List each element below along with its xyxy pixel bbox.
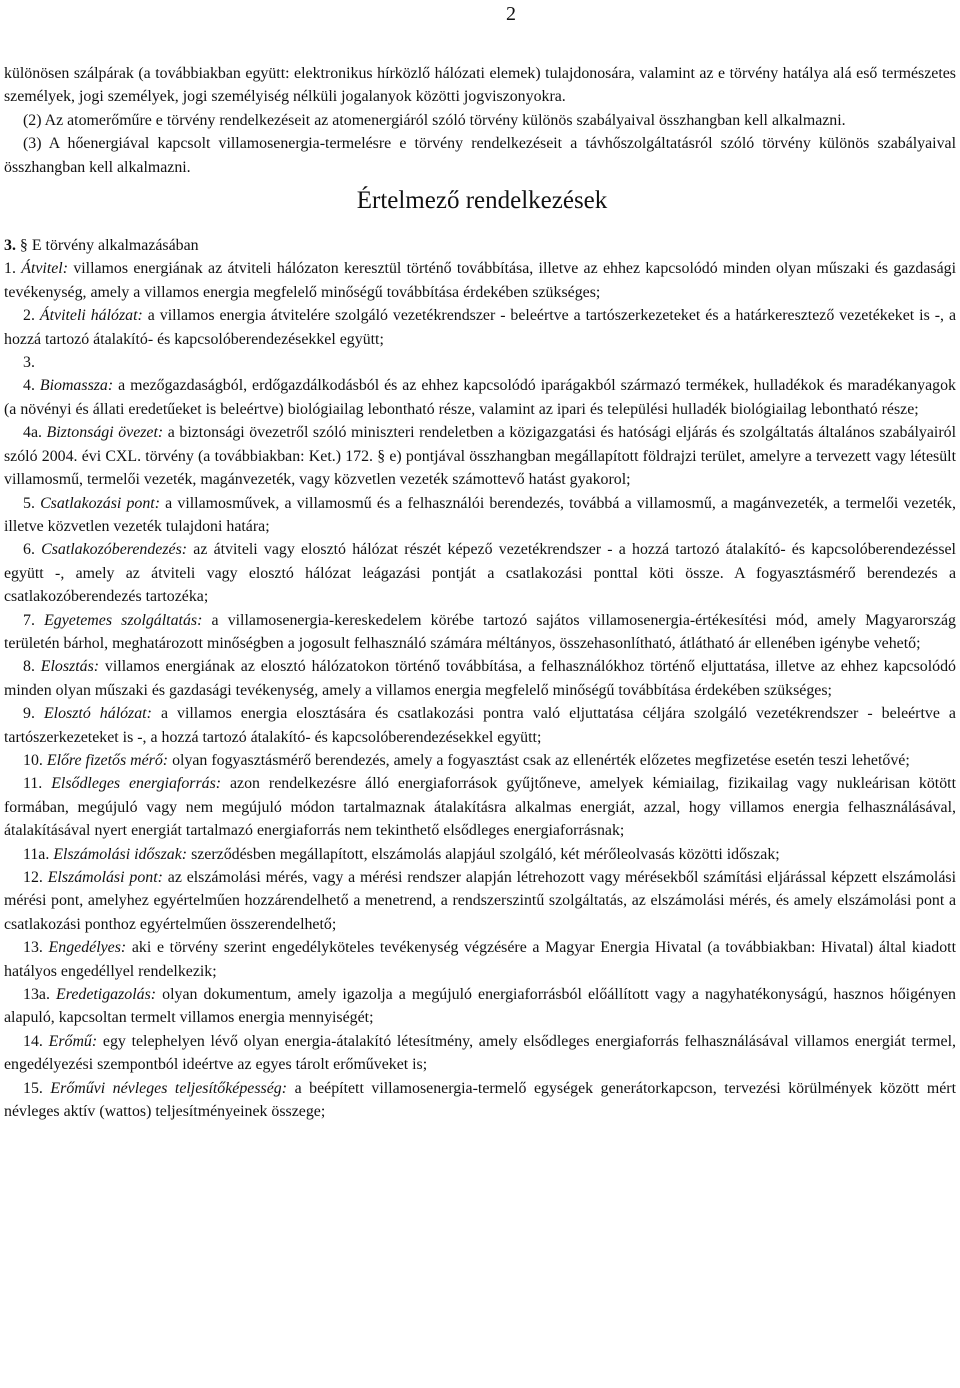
definition-term: Egyetemes szolgáltatás: xyxy=(44,611,203,629)
definition-text: azon rendelkezésre álló energiaforrások gyűjtőneve, amelyek kémiailag, fizikailag vagy nukleárisan kötött formában, megújuló vagy nem megújuló módon tartalmaznak átalakításra alkalmas energiát, azzal, hogy villamos energia felhasználásával, átalakításával nyert energiát tartalmazó energiaforrás nem tekinthető elsődleges energiaforrásnak; xyxy=(4,775,956,840)
definition-text: olyan dokumentum, amely igazolja a megújuló energiaforrásból előállított vagy a nagyhatékonyságú, hasznos hőigényen alapuló, kapcsoltan termelt villamos energia mennyiségét; xyxy=(4,986,956,1027)
definition-item xyxy=(4,351,956,374)
definition-text: a villamosenergia-kereskedelem körébe tartozó sajátos villamosenergia-értékesítési mód, amely Magyarország területén bárhol, meghatározott minőségben a jogosult felhasználó számára méltányos, összehasonlítható, átlátható ár ellenében igénybe vehető; xyxy=(4,611,956,652)
definition-number: 13a. xyxy=(23,986,50,1004)
intro-paragraph-3: (3) A hőenergiával kapcsolt villamosenergia-termelésre e törvény rendelkezéseit a távhőszolgáltatásról szóló törvény különös szabályaival összhangban kell alkalmazni. xyxy=(4,135,956,176)
definition-term: Biztonsági övezet: xyxy=(46,424,164,442)
definition-number: 6. xyxy=(23,541,35,559)
section-heading: Értelmező rendelkezések xyxy=(356,187,608,215)
definition-item xyxy=(4,609,956,656)
definition-item xyxy=(4,749,956,772)
definition-item xyxy=(4,702,956,749)
definition-item xyxy=(4,936,956,983)
definition-number: 9. xyxy=(23,705,35,723)
definition-number: 7. xyxy=(23,611,35,629)
definition-term: Elosztó hálózat: xyxy=(43,705,152,723)
definition-item xyxy=(4,374,956,421)
page-number: 2 xyxy=(506,3,516,25)
definition-text: szerződésben megállapított, elszámolás alapjául szolgáló, két mérőleolvasás közötti időszak; xyxy=(191,845,780,863)
definition-number: 11. xyxy=(23,775,43,793)
definition-number: 13. xyxy=(23,939,43,957)
definition-term: Elosztás: xyxy=(40,658,100,676)
definition-text: a beépített villamosenergia-termelő egységek generátorkapcson, tervezési körülmények között mért névleges aktív (wattos) teljesítményeinek összege; xyxy=(4,1079,956,1121)
definition-item xyxy=(4,538,956,608)
definition-item xyxy=(4,1077,956,1124)
definition-item xyxy=(4,1030,956,1077)
definition-text: villamos energiának az átviteli hálózaton keresztül történő továbbítása, illetve az ehhez kapcsolódó minden olyan műszaki és gazdasági tevékenység, amely a villamos energia megfelelő minőségű továbbítása érdekében szükséges; xyxy=(4,260,956,301)
section-number: 3. xyxy=(4,237,16,255)
intro-paragraph-2: (2) Az atomerőműre e törvény rendelkezéseit az atomenergiáról szóló törvény különös szabályaival összhangban kell alkalmazni. xyxy=(23,111,846,129)
section-title xyxy=(4,234,956,257)
definition-number: 4. xyxy=(23,377,35,395)
definition-number: 14. xyxy=(23,1032,43,1050)
definition-term: Elsődleges energiaforrás: xyxy=(51,775,222,793)
definition-text: olyan fogyasztásmérő berendezés, amely a fogyasztást csak az ellenérték előzetes megfizetése esetén teszi lehetővé; xyxy=(172,751,910,769)
section-title-text: E törvény alkalmazásában xyxy=(31,237,199,255)
definition-item xyxy=(4,421,956,491)
definition-item xyxy=(4,983,956,1030)
definition-item xyxy=(4,304,956,351)
definition-term: Előre fizetős mérő: xyxy=(46,751,169,769)
definition-text: a villamos energia elosztására és csatlakozási pontra való eljuttatása céljára szolgáló vezetékrendszer - beleértve a tartószerkezeteket is -, a hozzá tartozó átalakító- és kapcsolóberendezésekkel együtt; xyxy=(4,705,956,746)
definition-number: 2. xyxy=(23,307,35,325)
intro-paragraph-1: különösen szálpárak (a továbbiakban együtt: elektronikus hírközlő hálózati elemek) tulajdonosára, valamint az e törvény hatálya alá eső természetes személyek, jogi személyek, jogi személyiség nélküli jogalanyok közötti jogviszonyokra. xyxy=(4,65,956,106)
definition-text: az elszámolási mérés, vagy a mérési rendszer alapján létrehozott vagy mérésekből számítási eljárással képzett elszámolási mérési pont, amelyhez egyértelműen hozzárendelhető a menetrend, a rendszerszintű szolgáltatás, az elszámolási mérés, és amely elszámolási pont a csatlakozási ponthoz egyértelműen összerendelhető; xyxy=(4,869,956,933)
definition-text: villamos energiának az elosztó hálózatokon történő továbbítása, a felhasználókhoz történő eljuttatása, illetve az ehhez kapcsolódó minden olyan műszaki és gazdasági tevékenység, amely a villamos energia megfelelő minőségű továbbítása érdekében szükséges; xyxy=(4,658,956,699)
definition-item xyxy=(4,492,956,539)
section-symbol: § xyxy=(19,237,28,255)
definition-list xyxy=(4,257,956,1123)
definition-term: Erőmű: xyxy=(48,1032,98,1050)
definition-number: 12. xyxy=(23,869,43,886)
definition-item xyxy=(4,843,956,866)
definition-number: 15. xyxy=(23,1079,43,1097)
definition-number: 1. xyxy=(4,260,16,278)
definition-item xyxy=(4,866,956,936)
definition-term: Átviteli hálózat: xyxy=(39,307,143,325)
definition-text: az átviteli vagy elosztó hálózat részét képező vezetékrendszer - a hozzá tartozó átalakító- és kapcsolóberendezéssel együtt -, amely az átviteli vagy elosztó hálózat leágazási pontját a csatlakozási ponttal köti össze. A fogyasztásmérő berendezés a csatlakozóberendezés tartozéka; xyxy=(4,541,956,606)
definition-number: 8. xyxy=(23,658,35,676)
definition-term: Csatlakozóberendezés: xyxy=(41,541,188,559)
definition-text: aki e törvény szerint engedélyköteles tevékenység végzésére a Magyar Energia Hivatal (a továbbiakban: Hivatal) által kiadott hatályos engedéllyel rendelkezik; xyxy=(4,939,956,980)
definition-item xyxy=(4,655,956,702)
definition-term: Eredetigazolás: xyxy=(56,986,157,1004)
definition-text: egy telephelyen lévő olyan energia-átalakító létesítmény, amely elsődleges energiaforrás felhasználásával villamos energiát termel, engedélyezési szempontból ideértve az egyes tárolt erőműveket is; xyxy=(4,1032,956,1074)
definition-number: 4a. xyxy=(23,424,42,442)
definition-number: 5. xyxy=(23,494,35,512)
definition-number: 10. xyxy=(23,751,43,769)
definition-number: 3. xyxy=(23,354,35,372)
definition-term: Engedélyes: xyxy=(48,939,127,957)
definition-term: Átvitel: xyxy=(21,260,68,278)
definition-number: 11a. xyxy=(23,845,50,863)
definition-term: Elszámolási pont: xyxy=(47,869,163,886)
definition-term: Erőművi névleges teljesítőképesség: xyxy=(50,1079,288,1097)
document-body xyxy=(4,62,956,1123)
definition-term: Elszámolási időszak: xyxy=(53,845,188,863)
definition-item xyxy=(4,772,956,842)
definition-text: a biztonsági övezetről szóló miniszteri rendeletben a közigazgatási és hatósági eljárás és szolgáltatás általános szabályairól szóló 2004. évi CXL. törvény (a továbbiakban: Ket.) 172. § e) pontjával összhangban megállapított földrajzi terület, amelyre a tervezett vagy létesült villamosmű, termelői vezeték, magánvezeték, vagy közvetlen vezeték számottevő hatást gyakorol; xyxy=(4,424,956,489)
definition-text: a villamosművek, a villamosmű és a felhasználói berendezés, továbbá a villamosmű, a magánvezeték, a termelői vezeték, illetve közvetlen vezeték tulajdoni határa; xyxy=(4,494,956,535)
definition-text: a mezőgazdaságból, erdőgazdálkodásból és az ehhez kapcsolódó iparágakból származó termékek, hulladékok és maradékanyagok (a növényi és állati eredetűeket is beleértve) biológiailag lebontható része, valamint az ipari és települési hulladék biológiailag lebontható része; xyxy=(4,377,956,418)
definition-term: Biomassza: xyxy=(39,377,114,395)
definition-text: a villamos energia átvitelére szolgáló vezetékrendszer - beleértve a tartószerkezeteket és a határkeresztező vezetékeket is -, a hozzá tartozó átalakító- és kapcsolóberendezésekkel együtt; xyxy=(4,307,957,348)
definition-term: Csatlakozási pont: xyxy=(40,494,161,512)
definition-item xyxy=(4,257,956,304)
